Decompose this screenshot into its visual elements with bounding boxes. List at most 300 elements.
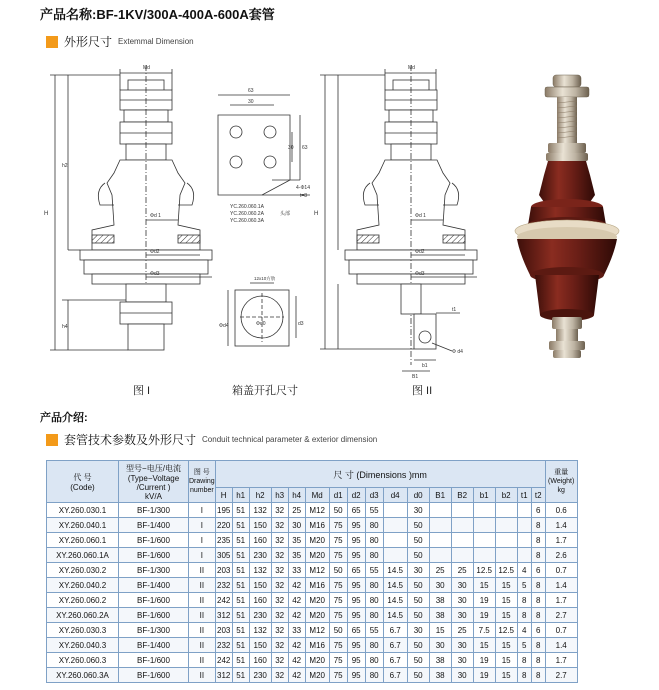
plate-dim-30: 30 (248, 99, 254, 105)
table-cell: II (189, 668, 216, 683)
product-photo (515, 75, 619, 358)
table-cell: 75 (329, 518, 347, 533)
table-row (47, 653, 578, 668)
intro-label: 产品介绍: (40, 412, 88, 424)
table-cell (383, 518, 407, 533)
cutout-d4: Φd4 (219, 323, 229, 329)
fig1-dim-h: H (44, 211, 49, 217)
table-cell: 33 (288, 623, 305, 638)
header-dim-col: b2 (495, 488, 517, 503)
table-cell: XY.260.030.1 (47, 503, 119, 518)
table-cell: 150 (249, 638, 271, 653)
table-cell: 8 (531, 533, 545, 548)
plate-dim-30v: 30 (288, 145, 294, 151)
table-cell (517, 518, 531, 533)
header-dim-col: d1 (329, 488, 347, 503)
table-cell: 51 (232, 653, 249, 668)
table-cell: 50 (407, 518, 429, 533)
table-cell: 32 (271, 623, 288, 638)
header-dim-col: h2 (249, 488, 271, 503)
header-type-zh: 型号−电压/电流 (126, 463, 181, 473)
table-cell: 4 (517, 563, 531, 578)
table-cell: M12 (305, 503, 329, 518)
table-cell: 51 (232, 548, 249, 563)
table-cell (429, 533, 451, 548)
header-dim-col: d2 (347, 488, 365, 503)
table-cell: M12 (305, 623, 329, 638)
table-cell: 65 (347, 563, 365, 578)
header-dim-col: t2 (531, 488, 545, 503)
table-cell: 30 (407, 623, 429, 638)
table-cell: 75 (329, 608, 347, 623)
cutout-d3: d3 (298, 321, 304, 327)
table-cell: 25 (288, 503, 305, 518)
table-cell: 80 (365, 593, 383, 608)
table-cell (429, 518, 451, 533)
table-cell: 95 (347, 638, 365, 653)
table-cell: M16 (305, 578, 329, 593)
table-cell: 235 (215, 533, 232, 548)
table-cell: BF-1/600 (119, 608, 189, 623)
table-cell: 230 (249, 608, 271, 623)
cutout-caption: 箱盖开孔尺寸 (232, 385, 298, 397)
table-cell: 55 (365, 623, 383, 638)
table-cell: 0.6 (545, 503, 577, 518)
table-cell: 30 (429, 638, 451, 653)
table-cell: 132 (249, 503, 271, 518)
table-cell: 8 (531, 668, 545, 683)
table-cell: 95 (347, 533, 365, 548)
technical-drawings (0, 55, 659, 400)
plate-dim-hole: 4-Φ14 (296, 185, 310, 191)
table-row (47, 503, 578, 518)
table-cell: BF-1/600 (119, 533, 189, 548)
fig2-dim-d4: Φ d4 (452, 349, 463, 355)
table-cell: 1.7 (545, 533, 577, 548)
table-cell: 35 (288, 548, 305, 563)
table-cell: XY.260.040.2 (47, 578, 119, 593)
fig1-dim-md: Md (143, 65, 150, 71)
table-cell: 4 (517, 623, 531, 638)
section-heading-dimension (46, 33, 194, 50)
table-cell: 51 (232, 608, 249, 623)
fig2-dim-b1: B1 (412, 374, 419, 380)
table-cell: 55 (365, 503, 383, 518)
fig1-dim-h2: h2 (62, 163, 68, 169)
table-cell: 25 (451, 563, 473, 578)
header-dim-col: h3 (271, 488, 288, 503)
table-cell: 1.7 (545, 653, 577, 668)
table-cell: 8 (531, 593, 545, 608)
fig1-dim-d3: Φd3 (150, 271, 160, 277)
table-cell: 7.5 (473, 623, 495, 638)
table-cell: 19 (473, 608, 495, 623)
table-cell (473, 503, 495, 518)
table-cell: 80 (365, 533, 383, 548)
fig2-dim-d3: Φd3 (415, 271, 425, 277)
table-cell: 80 (365, 608, 383, 623)
table-cell: 15 (429, 623, 451, 638)
table-cell: BF-1/400 (119, 578, 189, 593)
table-cell: 242 (215, 653, 232, 668)
table-cell: 1.4 (545, 518, 577, 533)
table-cell: BF-1/300 (119, 623, 189, 638)
header-dim-col: h1 (232, 488, 249, 503)
table-cell: 80 (365, 548, 383, 563)
table-cell: 8 (531, 578, 545, 593)
table-cell: 132 (249, 563, 271, 578)
fig2-dim-d1: Φd 1 (415, 213, 426, 219)
table-cell: 55 (365, 563, 383, 578)
header-drawing-zh: 图 号 (193, 469, 210, 476)
table-cell: 50 (329, 563, 347, 578)
table-cell: 75 (329, 668, 347, 683)
table-cell: 1.4 (545, 578, 577, 593)
table-cell: 30 (451, 578, 473, 593)
table-cell: I (189, 518, 216, 533)
table-cell (383, 548, 407, 563)
table-cell (451, 533, 473, 548)
header-type-unit: kV/A (145, 491, 162, 501)
table-row (47, 563, 578, 578)
table-cell: XY.260.040.1 (47, 518, 119, 533)
table-cell: II (189, 578, 216, 593)
fig2-dim-d2: Φd2 (415, 249, 425, 255)
header-drawing-num: number (189, 487, 214, 494)
table-cell: 232 (215, 578, 232, 593)
table-cell: 14.5 (383, 578, 407, 593)
plate-dim-63v: 63 (302, 145, 308, 151)
header-weight-unit: kg (557, 487, 565, 494)
table-cell: 1.4 (545, 638, 577, 653)
table-cell: 8 (531, 608, 545, 623)
table-cell: 30 (451, 668, 473, 683)
header-dim-col: h4 (288, 488, 305, 503)
table-cell: M20 (305, 668, 329, 683)
table-cell: 30 (407, 503, 429, 518)
header-type (119, 461, 189, 503)
fig2-dim-t1: t1 (452, 307, 457, 313)
header-dimensions: 尺 寸 (Dimensions )mm (215, 461, 545, 488)
table-cell: 1.7 (545, 593, 577, 608)
table-cell: 8 (531, 653, 545, 668)
table-cell: 2.7 (545, 668, 577, 683)
table-cell: 95 (347, 518, 365, 533)
table-cell: 65 (347, 503, 365, 518)
table-cell (495, 503, 517, 518)
cutout-drawing (228, 283, 296, 346)
table-cell: 32 (271, 593, 288, 608)
table-cell: 15 (473, 578, 495, 593)
table-cell: 51 (232, 593, 249, 608)
table-cell: M20 (305, 533, 329, 548)
spec-table-body (47, 503, 578, 683)
table-cell (495, 518, 517, 533)
header-drawing-en: Drawing (189, 478, 215, 485)
table-cell: 95 (347, 578, 365, 593)
header-dim-col: H (215, 488, 232, 503)
section-title-zh: 套管技术参数及外形尺寸 (64, 433, 197, 447)
header-code-zh: 代 号 (73, 472, 92, 482)
table-cell: 203 (215, 563, 232, 578)
table-cell: M20 (305, 608, 329, 623)
table-cell: I (189, 533, 216, 548)
table-cell: 50 (407, 653, 429, 668)
table-cell: 8 (517, 608, 531, 623)
table-cell: 51 (232, 668, 249, 683)
table-cell: 80 (365, 578, 383, 593)
table-cell: 32 (271, 638, 288, 653)
table-cell: 2.6 (545, 548, 577, 563)
figure-1-drawing (50, 65, 212, 350)
table-cell: 75 (329, 533, 347, 548)
table-cell (473, 533, 495, 548)
table-cell: 30 (288, 518, 305, 533)
table-cell: 32 (271, 668, 288, 683)
table-cell (383, 503, 407, 518)
table-cell: 75 (329, 593, 347, 608)
table-cell: 220 (215, 518, 232, 533)
table-cell: 12.5 (495, 563, 517, 578)
table-cell: 50 (407, 593, 429, 608)
table-cell: 0.7 (545, 623, 577, 638)
table-cell (451, 503, 473, 518)
table-cell: 30 (429, 578, 451, 593)
table-cell: 15 (495, 638, 517, 653)
table-header-row-1 (47, 461, 578, 488)
table-cell: XY.260.040.3 (47, 638, 119, 653)
table-cell: 15 (495, 653, 517, 668)
table-cell: 32 (271, 533, 288, 548)
plate-model-1: YC.260.060.1A (230, 204, 264, 210)
table-cell: 38 (429, 608, 451, 623)
fig1-dim-h4: h4 (62, 324, 68, 330)
table-cell: II (189, 593, 216, 608)
section-title-en: Extemmal Dimension (118, 37, 194, 46)
spec-table (46, 460, 578, 683)
table-cell (451, 548, 473, 563)
table-cell (473, 518, 495, 533)
cutout-d0: Φd0 (256, 321, 266, 327)
table-cell: 15 (495, 593, 517, 608)
flange-plate-drawing (218, 95, 310, 195)
table-cell: 160 (249, 653, 271, 668)
table-cell (429, 503, 451, 518)
table-cell: 6 (531, 563, 545, 578)
table-cell: 50 (329, 623, 347, 638)
table-cell: XY.260.060.2A (47, 608, 119, 623)
table-cell: 50 (407, 608, 429, 623)
table-cell: BF-1/600 (119, 548, 189, 563)
table-cell: 8 (517, 668, 531, 683)
table-cell: 25 (429, 563, 451, 578)
table-cell: M20 (305, 548, 329, 563)
table-cell (517, 503, 531, 518)
table-row (47, 578, 578, 593)
table-cell: 32 (271, 548, 288, 563)
table-cell: 33 (288, 563, 305, 578)
table-cell (473, 548, 495, 563)
table-cell (429, 548, 451, 563)
table-cell: 42 (288, 593, 305, 608)
table-cell: XY.260.030.2 (47, 563, 119, 578)
table-cell: 80 (365, 638, 383, 653)
fig1-dim-d1: Φd 1 (150, 213, 161, 219)
table-cell: 80 (365, 668, 383, 683)
table-cell: 203 (215, 623, 232, 638)
plate-dim-63: 63 (248, 88, 254, 94)
table-cell: 75 (329, 578, 347, 593)
table-cell: 230 (249, 548, 271, 563)
fig2-dim-md: Md (408, 65, 415, 71)
table-cell: 30 (451, 593, 473, 608)
figure-1-caption: 图 I (133, 385, 151, 397)
fig1-dim-d2: Φd2 (150, 249, 160, 255)
table-cell: BF-1/600 (119, 653, 189, 668)
table-cell: 51 (232, 518, 249, 533)
table-cell: M16 (305, 638, 329, 653)
table-cell: II (189, 638, 216, 653)
header-dim-col: d3 (365, 488, 383, 503)
table-cell: BF-1/600 (119, 593, 189, 608)
header-drawing (189, 461, 216, 503)
table-cell: 38 (429, 593, 451, 608)
table-cell: 51 (232, 638, 249, 653)
table-cell: 19 (473, 668, 495, 683)
table-cell: 75 (329, 638, 347, 653)
header-dim-col: B2 (451, 488, 473, 503)
table-cell: 8 (517, 653, 531, 668)
table-cell: 42 (288, 668, 305, 683)
table-cell: 95 (347, 653, 365, 668)
table-cell: XY.260.060.1 (47, 533, 119, 548)
table-cell: 50 (407, 668, 429, 683)
table-cell (517, 533, 531, 548)
table-cell: 32 (271, 518, 288, 533)
table-cell: I (189, 503, 216, 518)
table-cell: 51 (232, 533, 249, 548)
table-cell: XY.260.030.3 (47, 623, 119, 638)
table-cell: 14.5 (383, 593, 407, 608)
table-cell: 312 (215, 668, 232, 683)
table-cell: 32 (271, 503, 288, 518)
table-cell: 6 (531, 623, 545, 638)
table-cell: 32 (271, 653, 288, 668)
table-cell: 15 (495, 578, 517, 593)
table-cell: 19 (473, 653, 495, 668)
table-cell: M20 (305, 593, 329, 608)
header-weight-en: (Weight) (548, 478, 575, 485)
table-row (47, 518, 578, 533)
table-cell: XY.260.060.3A (47, 668, 119, 683)
table-cell (451, 518, 473, 533)
table-cell: 30 (407, 563, 429, 578)
table-cell: 6.7 (383, 668, 407, 683)
table-cell: 51 (232, 563, 249, 578)
table-cell: 95 (347, 668, 365, 683)
table-cell: 6.7 (383, 653, 407, 668)
table-cell: 6.7 (383, 638, 407, 653)
table-cell: 14.5 (383, 563, 407, 578)
table-cell: 35 (288, 533, 305, 548)
table-cell: 6 (531, 503, 545, 518)
table-cell: M12 (305, 563, 329, 578)
section-title-en: Conduit technical parameter & exterior dimension (202, 435, 378, 444)
table-cell: II (189, 653, 216, 668)
table-cell: 12.5 (473, 563, 495, 578)
table-cell: 232 (215, 638, 232, 653)
table-cell: 8 (531, 548, 545, 563)
header-code-en: (Code) (70, 482, 95, 492)
table-cell: 8 (531, 638, 545, 653)
table-row (47, 638, 578, 653)
table-cell: 15 (473, 638, 495, 653)
table-cell: 150 (249, 518, 271, 533)
cutout-note: 12x10方肋 (254, 276, 276, 281)
table-cell: 15 (495, 668, 517, 683)
page-title: 产品名称:BF-1KV/300A-400A-600A套管 (40, 7, 275, 22)
table-cell: 132 (249, 623, 271, 638)
table-cell: 51 (232, 503, 249, 518)
table-cell: 160 (249, 533, 271, 548)
table-cell: XY.260.060.3 (47, 653, 119, 668)
table-cell: 42 (288, 608, 305, 623)
plate-model-2: YC.260.060.2A (230, 211, 264, 217)
table-cell: 19 (473, 593, 495, 608)
table-cell: 51 (232, 578, 249, 593)
table-cell: 30 (451, 653, 473, 668)
table-cell: 160 (249, 593, 271, 608)
header-dim-col: B1 (429, 488, 451, 503)
table-cell: XY.260.060.1A (47, 548, 119, 563)
plate-model-3: YC.260.060.3A (230, 218, 264, 224)
table-cell: 80 (365, 518, 383, 533)
table-cell: 6.7 (383, 623, 407, 638)
header-dim-col: b1 (473, 488, 495, 503)
table-cell: 5 (517, 638, 531, 653)
header-dim-col: d0 (407, 488, 429, 503)
table-row (47, 623, 578, 638)
table-cell: 75 (329, 548, 347, 563)
table-cell: M20 (305, 653, 329, 668)
table-cell: 38 (429, 653, 451, 668)
header-dim-col: d4 (383, 488, 407, 503)
table-cell (517, 548, 531, 563)
header-weight-zh: 重量 (554, 469, 569, 476)
header-type-en: (Type−Voltage (127, 473, 180, 483)
header-weight (545, 461, 577, 503)
table-cell: 38 (429, 668, 451, 683)
table-cell: 242 (215, 593, 232, 608)
section-title-zh: 外形尺寸 (64, 35, 113, 49)
header-dim-col: t1 (517, 488, 531, 503)
table-cell: II (189, 623, 216, 638)
table-cell: 14.5 (383, 608, 407, 623)
table-cell: 12.5 (495, 623, 517, 638)
table-cell: 50 (407, 548, 429, 563)
table-cell: 95 (347, 548, 365, 563)
table-cell: 8 (531, 518, 545, 533)
table-cell: BF-1/600 (119, 668, 189, 683)
table-cell (495, 548, 517, 563)
table-cell: 2.7 (545, 608, 577, 623)
table-cell: 32 (271, 608, 288, 623)
table-row (47, 548, 578, 563)
table-cell: 0.7 (545, 563, 577, 578)
header-type-current: /Current ) (136, 482, 171, 492)
table-cell: 25 (451, 623, 473, 638)
table-cell: 32 (271, 563, 288, 578)
